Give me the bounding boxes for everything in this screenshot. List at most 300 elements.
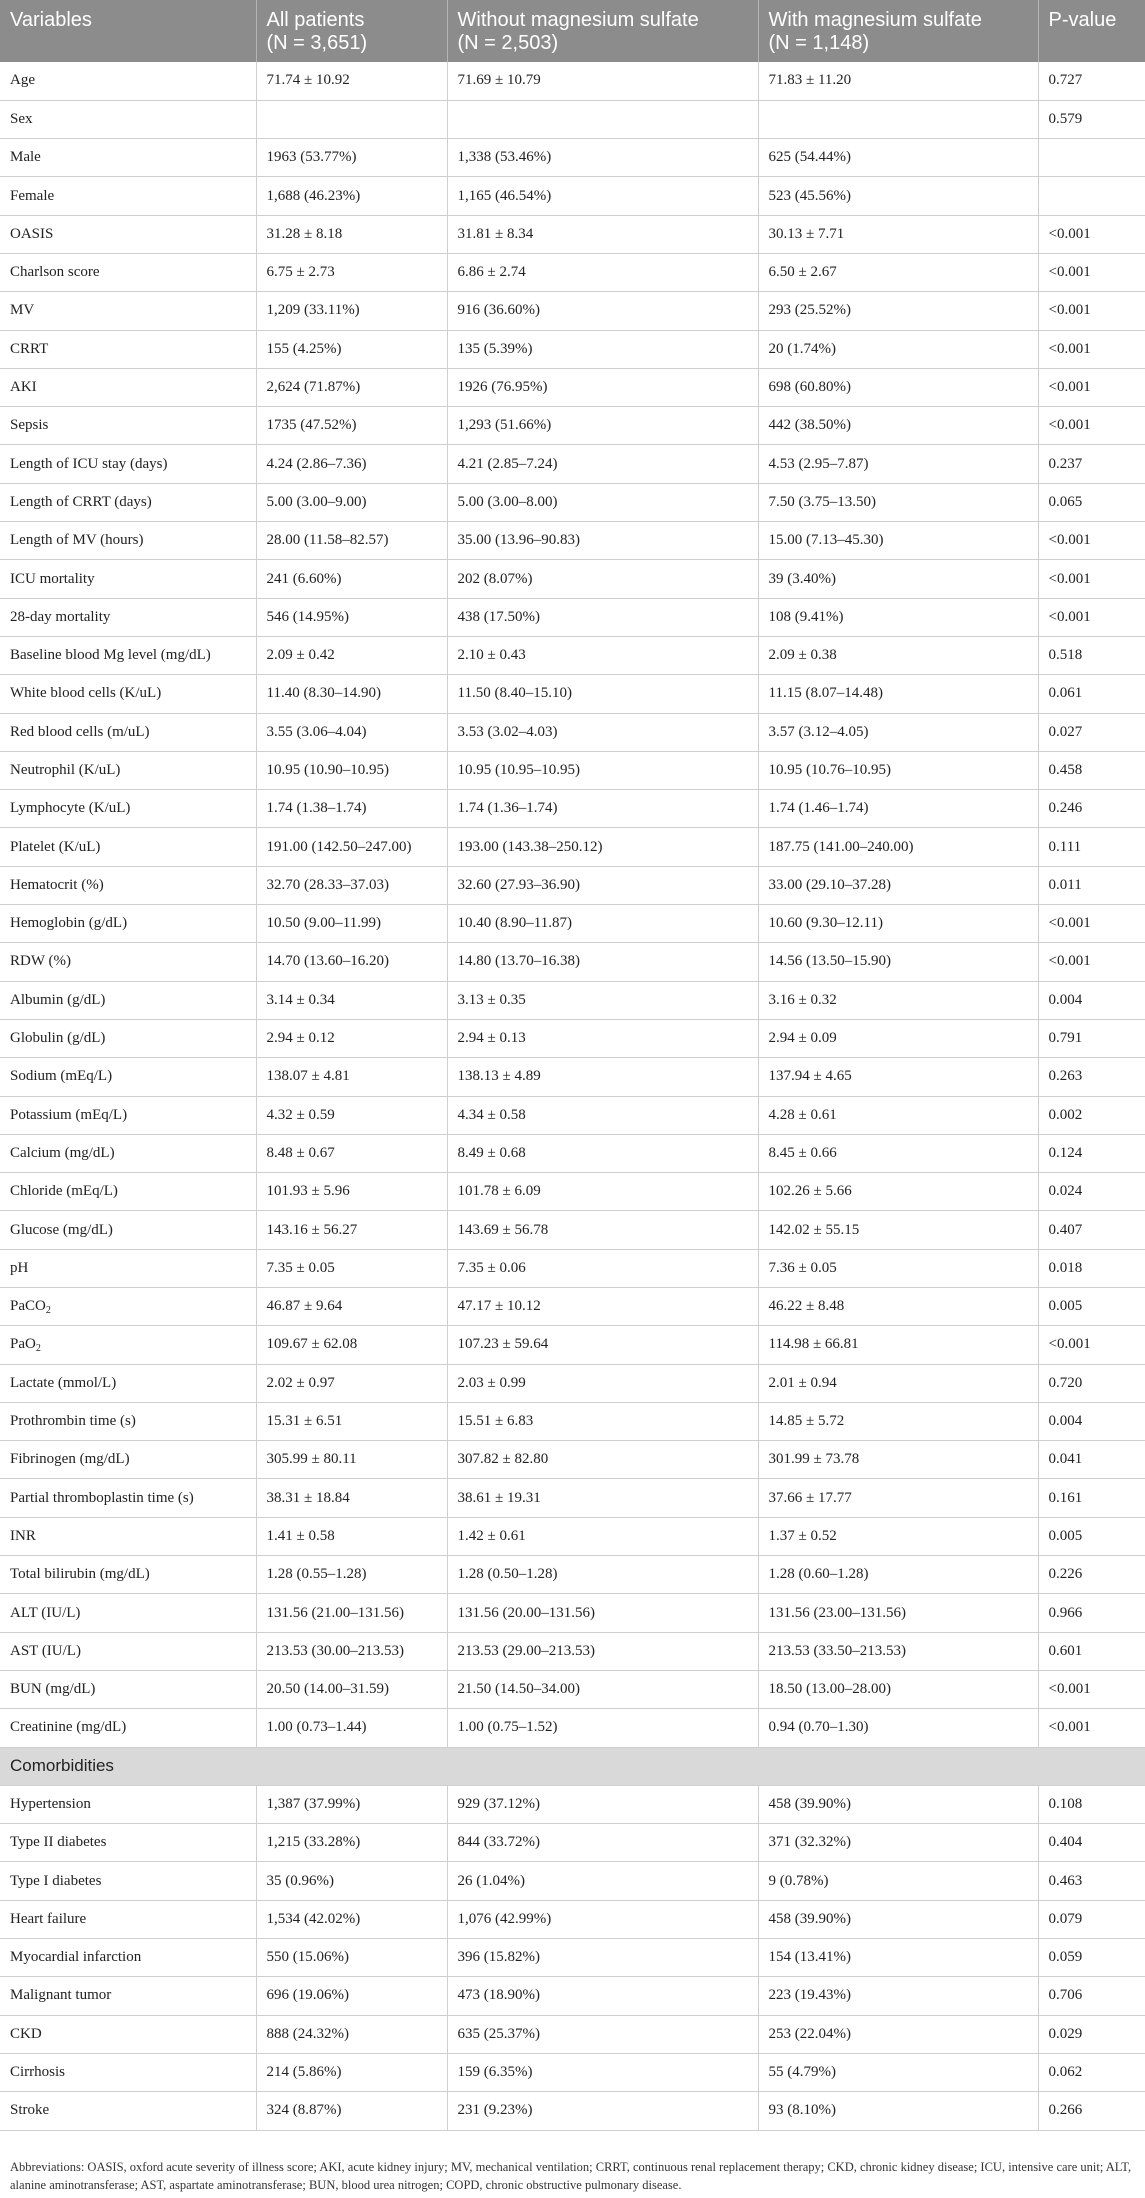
header-with-magnesium: With magnesium sulfate (N = 1,148) bbox=[758, 0, 1038, 62]
table-row bbox=[0, 177, 1145, 215]
all-patients-cell: 11.40 (8.30–14.90) bbox=[256, 675, 447, 713]
p-value-cell: 0.124 bbox=[1038, 1134, 1145, 1172]
all-patients-cell: 1,688 (46.23%) bbox=[256, 177, 447, 215]
variable-cell: Type I diabetes bbox=[0, 1862, 256, 1900]
without-magnesium-cell: 1,293 (51.66%) bbox=[447, 407, 758, 445]
with-magnesium-cell: 39 (3.40%) bbox=[758, 560, 1038, 598]
with-magnesium-cell: 301.99 ± 73.78 bbox=[758, 1441, 1038, 1479]
with-magnesium-cell: 33.00 (29.10–37.28) bbox=[758, 866, 1038, 904]
section-label: Comorbidities bbox=[0, 1747, 1145, 1785]
table-row bbox=[0, 1249, 1145, 1287]
without-magnesium-cell: 5.00 (3.00–8.00) bbox=[447, 483, 758, 521]
p-value-cell: 0.011 bbox=[1038, 866, 1145, 904]
all-patients-cell: 1735 (47.52%) bbox=[256, 407, 447, 445]
p-value-cell: <0.001 bbox=[1038, 407, 1145, 445]
without-magnesium-cell: 3.53 (3.02–4.03) bbox=[447, 713, 758, 751]
table-row bbox=[0, 1288, 1145, 1326]
with-magnesium-cell: 142.02 ± 55.15 bbox=[758, 1211, 1038, 1249]
p-value-cell: <0.001 bbox=[1038, 943, 1145, 981]
p-value-cell: <0.001 bbox=[1038, 330, 1145, 368]
with-magnesium-cell: 625 (54.44%) bbox=[758, 139, 1038, 177]
variable-text: PaO bbox=[10, 1336, 36, 1353]
with-magnesium-cell: 371 (32.32%) bbox=[758, 1824, 1038, 1862]
p-value-cell: 0.002 bbox=[1038, 1096, 1145, 1134]
without-magnesium-cell: 1,338 (53.46%) bbox=[447, 139, 758, 177]
all-patients-cell: 138.07 ± 4.81 bbox=[256, 1058, 447, 1096]
all-patients-cell: 214 (5.86%) bbox=[256, 2053, 447, 2091]
without-magnesium-cell: 307.82 ± 82.80 bbox=[447, 1441, 758, 1479]
without-magnesium-cell: 35.00 (13.96–90.83) bbox=[447, 522, 758, 560]
without-magnesium-cell: 213.53 (29.00–213.53) bbox=[447, 1632, 758, 1670]
with-magnesium-cell: 1.74 (1.46–1.74) bbox=[758, 790, 1038, 828]
p-value-cell: 0.263 bbox=[1038, 1058, 1145, 1096]
with-magnesium-cell: 1.37 ± 0.52 bbox=[758, 1517, 1038, 1555]
variable-text: PaCO bbox=[10, 1298, 46, 1315]
p-value-cell: <0.001 bbox=[1038, 560, 1145, 598]
table-row bbox=[0, 1441, 1145, 1479]
with-magnesium-cell: 154 (13.41%) bbox=[758, 1939, 1038, 1977]
without-magnesium-cell: 929 (37.12%) bbox=[447, 1785, 758, 1823]
p-value-cell: 0.720 bbox=[1038, 1364, 1145, 1402]
table-row bbox=[0, 1824, 1145, 1862]
variable-cell: Prothrombin time (s) bbox=[0, 1402, 256, 1440]
table-row bbox=[0, 1211, 1145, 1249]
p-value-cell: 0.161 bbox=[1038, 1479, 1145, 1517]
with-magnesium-cell: 213.53 (33.50–213.53) bbox=[758, 1632, 1038, 1670]
all-patients-cell: 241 (6.60%) bbox=[256, 560, 447, 598]
table-row bbox=[0, 1019, 1145, 1057]
p-value-cell: 0.246 bbox=[1038, 790, 1145, 828]
table-row bbox=[0, 2015, 1145, 2053]
table-row bbox=[0, 1402, 1145, 1440]
variable-cell: Female bbox=[0, 177, 256, 215]
variable-cell: ALT (IU/L) bbox=[0, 1594, 256, 1632]
variable-cell bbox=[0, 1326, 256, 1364]
with-magnesium-cell: 458 (39.90%) bbox=[758, 1785, 1038, 1823]
all-patients-cell: 131.56 (21.00–131.56) bbox=[256, 1594, 447, 1632]
table-row bbox=[0, 1173, 1145, 1211]
p-value-cell: 0.004 bbox=[1038, 981, 1145, 1019]
variable-cell: Albumin (g/dL) bbox=[0, 981, 256, 1019]
p-value-cell: <0.001 bbox=[1038, 1670, 1145, 1708]
variable-cell: Charlson score bbox=[0, 253, 256, 291]
all-patients-cell: 550 (15.06%) bbox=[256, 1939, 447, 1977]
variable-cell: Hematocrit (%) bbox=[0, 866, 256, 904]
without-magnesium-cell: 202 (8.07%) bbox=[447, 560, 758, 598]
table-row bbox=[0, 215, 1145, 253]
table-row bbox=[0, 1709, 1145, 1747]
header-all-patients: All patients (N = 3,651) bbox=[256, 0, 447, 62]
with-magnesium-cell: 9 (0.78%) bbox=[758, 1862, 1038, 1900]
variable-cell: Glucose (mg/dL) bbox=[0, 1211, 256, 1249]
p-value-cell: <0.001 bbox=[1038, 522, 1145, 560]
with-magnesium-cell: 1.28 (0.60–1.28) bbox=[758, 1556, 1038, 1594]
all-patients-cell: 1,209 (33.11%) bbox=[256, 292, 447, 330]
variable-cell: Calcium (mg/dL) bbox=[0, 1134, 256, 1172]
without-magnesium-cell: 231 (9.23%) bbox=[447, 2092, 758, 2130]
variable-cell: CKD bbox=[0, 2015, 256, 2053]
all-patients-cell: 101.93 ± 5.96 bbox=[256, 1173, 447, 1211]
all-patients-cell: 1963 (53.77%) bbox=[256, 139, 447, 177]
all-patients-cell: 46.87 ± 9.64 bbox=[256, 1288, 447, 1326]
variable-cell: Length of CRRT (days) bbox=[0, 483, 256, 521]
variable-cell: Heart failure bbox=[0, 1900, 256, 1938]
with-magnesium-cell: 442 (38.50%) bbox=[758, 407, 1038, 445]
without-magnesium-cell: 1.28 (0.50–1.28) bbox=[447, 1556, 758, 1594]
variable-cell: Partial thromboplastin time (s) bbox=[0, 1479, 256, 1517]
without-magnesium-cell: 101.78 ± 6.09 bbox=[447, 1173, 758, 1211]
without-magnesium-cell: 1,076 (42.99%) bbox=[447, 1900, 758, 1938]
table-row bbox=[0, 636, 1145, 674]
table-row bbox=[0, 713, 1145, 751]
table-row bbox=[0, 1862, 1145, 1900]
footnote: Abbreviations: OASIS, oxford acute severity of illness score; AKI, acute kidney injury; MV, mechanical ventilation; CRRT, continuous renal replacement therapy; CKD, chronic kidney disease; ICU, intensive care unit; ALT, alanine aminotransferase; AST, aspartate aminotransferase; BUN, blood urea nitrogen; COPD, chronic obstructive pulmonary disease. bbox=[10, 2160, 1132, 2192]
with-magnesium-cell: 698 (60.80%) bbox=[758, 368, 1038, 406]
with-magnesium-cell: 3.57 (3.12–4.05) bbox=[758, 713, 1038, 751]
without-magnesium-cell: 2.10 ± 0.43 bbox=[447, 636, 758, 674]
table-row bbox=[0, 1364, 1145, 1402]
table-row bbox=[0, 1900, 1145, 1938]
without-magnesium-cell: 8.49 ± 0.68 bbox=[447, 1134, 758, 1172]
p-value-cell: 0.079 bbox=[1038, 1900, 1145, 1938]
with-magnesium-cell: 30.13 ± 7.71 bbox=[758, 215, 1038, 253]
p-value-cell: 0.966 bbox=[1038, 1594, 1145, 1632]
variable-cell: BUN (mg/dL) bbox=[0, 1670, 256, 1708]
all-patients-cell: 1.00 (0.73–1.44) bbox=[256, 1709, 447, 1747]
p-value-cell: 0.463 bbox=[1038, 1862, 1145, 1900]
with-magnesium-cell: 46.22 ± 8.48 bbox=[758, 1288, 1038, 1326]
variable-cell: Stroke bbox=[0, 2092, 256, 2130]
with-magnesium-cell: 137.94 ± 4.65 bbox=[758, 1058, 1038, 1096]
without-magnesium-cell: 844 (33.72%) bbox=[447, 1824, 758, 1862]
without-magnesium-cell: 916 (36.60%) bbox=[447, 292, 758, 330]
with-magnesium-cell: 10.95 (10.76–10.95) bbox=[758, 751, 1038, 789]
variable-cell: Total bilirubin (mg/dL) bbox=[0, 1556, 256, 1594]
without-magnesium-cell: 3.13 ± 0.35 bbox=[447, 981, 758, 1019]
with-magnesium-cell: 11.15 (8.07–14.48) bbox=[758, 675, 1038, 713]
all-patients-cell: 1,534 (42.02%) bbox=[256, 1900, 447, 1938]
table-row bbox=[0, 1517, 1145, 1555]
p-value-cell: 0.018 bbox=[1038, 1249, 1145, 1287]
table-row bbox=[0, 483, 1145, 521]
with-magnesium-cell: 523 (45.56%) bbox=[758, 177, 1038, 215]
p-value-cell: <0.001 bbox=[1038, 292, 1145, 330]
variable-cell: Malignant tumor bbox=[0, 1977, 256, 2015]
all-patients-cell: 35 (0.96%) bbox=[256, 1862, 447, 1900]
without-magnesium-cell: 635 (25.37%) bbox=[447, 2015, 758, 2053]
p-value-cell: <0.001 bbox=[1038, 1709, 1145, 1747]
header-without-magnesium: Without magnesium sulfate (N = 2,503) bbox=[447, 0, 758, 62]
p-value-cell: 0.108 bbox=[1038, 1785, 1145, 1823]
table-row bbox=[0, 445, 1145, 483]
without-magnesium-cell bbox=[447, 100, 758, 138]
all-patients-cell: 191.00 (142.50–247.00) bbox=[256, 828, 447, 866]
table-row bbox=[0, 675, 1145, 713]
header-variables: Variables bbox=[0, 0, 256, 62]
all-patients-cell: 1,215 (33.28%) bbox=[256, 1824, 447, 1862]
all-patients-cell: 15.31 ± 6.51 bbox=[256, 1402, 447, 1440]
with-magnesium-cell: 131.56 (23.00–131.56) bbox=[758, 1594, 1038, 1632]
with-magnesium-cell: 20 (1.74%) bbox=[758, 330, 1038, 368]
variable-subscript: 2 bbox=[35, 1343, 41, 1355]
variable-cell: Length of MV (hours) bbox=[0, 522, 256, 560]
all-patients-cell: 20.50 (14.00–31.59) bbox=[256, 1670, 447, 1708]
table-row bbox=[0, 62, 1145, 100]
variable-cell: Sodium (mEq/L) bbox=[0, 1058, 256, 1096]
table-row bbox=[0, 866, 1145, 904]
with-magnesium-cell: 10.60 (9.30–12.11) bbox=[758, 905, 1038, 943]
with-magnesium-cell: 2.94 ± 0.09 bbox=[758, 1019, 1038, 1057]
table-row bbox=[0, 2092, 1145, 2130]
p-value-cell: 0.727 bbox=[1038, 62, 1145, 100]
p-value-cell: 0.601 bbox=[1038, 1632, 1145, 1670]
with-magnesium-cell: 2.01 ± 0.94 bbox=[758, 1364, 1038, 1402]
all-patients-cell: 4.24 (2.86–7.36) bbox=[256, 445, 447, 483]
table-row bbox=[0, 139, 1145, 177]
p-value-cell: 0.005 bbox=[1038, 1288, 1145, 1326]
table-row bbox=[0, 1632, 1145, 1670]
all-patients-cell: 2.09 ± 0.42 bbox=[256, 636, 447, 674]
with-magnesium-cell: 0.94 (0.70–1.30) bbox=[758, 1709, 1038, 1747]
without-magnesium-cell: 10.95 (10.95–10.95) bbox=[447, 751, 758, 789]
all-patients-cell: 1,387 (37.99%) bbox=[256, 1785, 447, 1823]
all-patients-cell: 2.94 ± 0.12 bbox=[256, 1019, 447, 1057]
without-magnesium-cell: 71.69 ± 10.79 bbox=[447, 62, 758, 100]
all-patients-cell: 10.50 (9.00–11.99) bbox=[256, 905, 447, 943]
p-value-cell: 0.237 bbox=[1038, 445, 1145, 483]
all-patients-cell: 213.53 (30.00–213.53) bbox=[256, 1632, 447, 1670]
without-magnesium-cell: 131.56 (20.00–131.56) bbox=[447, 1594, 758, 1632]
without-magnesium-cell: 21.50 (14.50–34.00) bbox=[447, 1670, 758, 1708]
table-row bbox=[0, 1594, 1145, 1632]
all-patients-cell: 143.16 ± 56.27 bbox=[256, 1211, 447, 1249]
without-magnesium-cell: 7.35 ± 0.06 bbox=[447, 1249, 758, 1287]
variable-cell: Length of ICU stay (days) bbox=[0, 445, 256, 483]
p-value-cell: 0.706 bbox=[1038, 1977, 1145, 2015]
with-magnesium-cell: 37.66 ± 17.77 bbox=[758, 1479, 1038, 1517]
without-magnesium-cell: 38.61 ± 19.31 bbox=[447, 1479, 758, 1517]
with-magnesium-cell: 293 (25.52%) bbox=[758, 292, 1038, 330]
all-patients-cell: 1.28 (0.55–1.28) bbox=[256, 1556, 447, 1594]
table-row bbox=[0, 253, 1145, 291]
p-value-cell: 0.041 bbox=[1038, 1441, 1145, 1479]
without-magnesium-cell: 26 (1.04%) bbox=[447, 1862, 758, 1900]
variable-cell: Creatinine (mg/dL) bbox=[0, 1709, 256, 1747]
all-patients-cell: 10.95 (10.90–10.95) bbox=[256, 751, 447, 789]
p-value-cell: 0.065 bbox=[1038, 483, 1145, 521]
variable-cell: MV bbox=[0, 292, 256, 330]
with-magnesium-cell: 102.26 ± 5.66 bbox=[758, 1173, 1038, 1211]
with-magnesium-cell: 8.45 ± 0.66 bbox=[758, 1134, 1038, 1172]
table-row bbox=[0, 981, 1145, 1019]
table-body bbox=[0, 62, 1145, 2130]
variable-cell: AKI bbox=[0, 368, 256, 406]
table-row bbox=[0, 1326, 1145, 1364]
with-magnesium-cell: 7.36 ± 0.05 bbox=[758, 1249, 1038, 1287]
p-value-cell: 0.518 bbox=[1038, 636, 1145, 674]
all-patients-cell: 305.99 ± 80.11 bbox=[256, 1441, 447, 1479]
without-magnesium-cell: 4.21 (2.85–7.24) bbox=[447, 445, 758, 483]
all-patients-cell: 888 (24.32%) bbox=[256, 2015, 447, 2053]
all-patients-cell: 3.14 ± 0.34 bbox=[256, 981, 447, 1019]
without-magnesium-cell: 11.50 (8.40–15.10) bbox=[447, 675, 758, 713]
all-patients-cell: 31.28 ± 8.18 bbox=[256, 215, 447, 253]
p-value-cell bbox=[1038, 139, 1145, 177]
p-value-cell: 0.062 bbox=[1038, 2053, 1145, 2091]
without-magnesium-cell: 438 (17.50%) bbox=[447, 598, 758, 636]
table-row bbox=[0, 522, 1145, 560]
p-value-cell: 0.061 bbox=[1038, 675, 1145, 713]
variable-cell: OASIS bbox=[0, 215, 256, 253]
all-patients-cell: 32.70 (28.33–37.03) bbox=[256, 866, 447, 904]
all-patients-cell: 3.55 (3.06–4.04) bbox=[256, 713, 447, 751]
without-magnesium-cell: 107.23 ± 59.64 bbox=[447, 1326, 758, 1364]
variable-cell: INR bbox=[0, 1517, 256, 1555]
p-value-cell: <0.001 bbox=[1038, 905, 1145, 943]
variable-cell: Chloride (mEq/L) bbox=[0, 1173, 256, 1211]
variable-cell: Sex bbox=[0, 100, 256, 138]
header-row bbox=[0, 0, 1145, 62]
p-value-cell: 0.059 bbox=[1038, 1939, 1145, 1977]
variable-cell: Lymphocyte (K/uL) bbox=[0, 790, 256, 828]
variable-cell: AST (IU/L) bbox=[0, 1632, 256, 1670]
with-magnesium-cell: 4.53 (2.95–7.87) bbox=[758, 445, 1038, 483]
variable-cell: White blood cells (K/uL) bbox=[0, 675, 256, 713]
p-value-cell: 0.029 bbox=[1038, 2015, 1145, 2053]
variable-cell: Globulin (g/dL) bbox=[0, 1019, 256, 1057]
without-magnesium-cell: 138.13 ± 4.89 bbox=[447, 1058, 758, 1096]
p-value-cell: 0.579 bbox=[1038, 100, 1145, 138]
with-magnesium-cell: 18.50 (13.00–28.00) bbox=[758, 1670, 1038, 1708]
variable-subscript: 2 bbox=[45, 1305, 51, 1317]
table-row bbox=[0, 1479, 1145, 1517]
with-magnesium-cell: 55 (4.79%) bbox=[758, 2053, 1038, 2091]
without-magnesium-cell: 396 (15.82%) bbox=[447, 1939, 758, 1977]
table-row bbox=[0, 292, 1145, 330]
variable-cell: Sepsis bbox=[0, 407, 256, 445]
all-patients-cell: 5.00 (3.00–9.00) bbox=[256, 483, 447, 521]
variable-cell: Neutrophil (K/uL) bbox=[0, 751, 256, 789]
table-row bbox=[0, 560, 1145, 598]
with-magnesium-cell: 223 (19.43%) bbox=[758, 1977, 1038, 2015]
all-patients-cell: 4.32 ± 0.59 bbox=[256, 1096, 447, 1134]
table-row bbox=[0, 1058, 1145, 1096]
all-patients-cell: 546 (14.95%) bbox=[256, 598, 447, 636]
header-p-value: P-value bbox=[1038, 0, 1145, 62]
without-magnesium-cell: 47.17 ± 10.12 bbox=[447, 1288, 758, 1326]
all-patients-cell: 71.74 ± 10.92 bbox=[256, 62, 447, 100]
variable-cell: Age bbox=[0, 62, 256, 100]
without-magnesium-cell: 14.80 (13.70–16.38) bbox=[447, 943, 758, 981]
variable-cell: Platelet (K/uL) bbox=[0, 828, 256, 866]
variable-cell: CRRT bbox=[0, 330, 256, 368]
all-patients-cell: 1.41 ± 0.58 bbox=[256, 1517, 447, 1555]
variable-cell: Hypertension bbox=[0, 1785, 256, 1823]
all-patients-cell: 109.67 ± 62.08 bbox=[256, 1326, 447, 1364]
table-row bbox=[0, 790, 1145, 828]
table-row bbox=[0, 1096, 1145, 1134]
table-row bbox=[0, 905, 1145, 943]
with-magnesium-cell bbox=[758, 100, 1038, 138]
variable-cell: Red blood cells (m/uL) bbox=[0, 713, 256, 751]
all-patients-cell: 155 (4.25%) bbox=[256, 330, 447, 368]
all-patients-cell: 8.48 ± 0.67 bbox=[256, 1134, 447, 1172]
p-value-cell: <0.001 bbox=[1038, 253, 1145, 291]
without-magnesium-cell: 2.03 ± 0.99 bbox=[447, 1364, 758, 1402]
with-magnesium-cell: 114.98 ± 66.81 bbox=[758, 1326, 1038, 1364]
p-value-cell: <0.001 bbox=[1038, 1326, 1145, 1364]
all-patients-cell: 7.35 ± 0.05 bbox=[256, 1249, 447, 1287]
with-magnesium-cell: 6.50 ± 2.67 bbox=[758, 253, 1038, 291]
variable-cell: RDW (%) bbox=[0, 943, 256, 981]
without-magnesium-cell: 1,165 (46.54%) bbox=[447, 177, 758, 215]
variable-cell: Myocardial infarction bbox=[0, 1939, 256, 1977]
without-magnesium-cell: 1.42 ± 0.61 bbox=[447, 1517, 758, 1555]
all-patients-cell: 696 (19.06%) bbox=[256, 1977, 447, 2015]
section-header-row bbox=[0, 1747, 1145, 1785]
table-row bbox=[0, 1977, 1145, 2015]
all-patients-cell bbox=[256, 100, 447, 138]
table-row bbox=[0, 1134, 1145, 1172]
all-patients-cell: 2,624 (71.87%) bbox=[256, 368, 447, 406]
table-row bbox=[0, 598, 1145, 636]
variable-cell: Cirrhosis bbox=[0, 2053, 256, 2091]
p-value-cell: 0.027 bbox=[1038, 713, 1145, 751]
p-value-cell: 0.404 bbox=[1038, 1824, 1145, 1862]
without-magnesium-cell: 2.94 ± 0.13 bbox=[447, 1019, 758, 1057]
with-magnesium-cell: 7.50 (3.75–13.50) bbox=[758, 483, 1038, 521]
table-row bbox=[0, 1670, 1145, 1708]
without-magnesium-cell: 135 (5.39%) bbox=[447, 330, 758, 368]
without-magnesium-cell: 159 (6.35%) bbox=[447, 2053, 758, 2091]
variable-cell: Baseline blood Mg level (mg/dL) bbox=[0, 636, 256, 674]
p-value-cell: 0.226 bbox=[1038, 1556, 1145, 1594]
without-magnesium-cell: 6.86 ± 2.74 bbox=[447, 253, 758, 291]
table-row bbox=[0, 943, 1145, 981]
all-patients-cell: 324 (8.87%) bbox=[256, 2092, 447, 2130]
without-magnesium-cell: 473 (18.90%) bbox=[447, 1977, 758, 2015]
table-row bbox=[0, 1556, 1145, 1594]
all-patients-cell: 6.75 ± 2.73 bbox=[256, 253, 447, 291]
without-magnesium-cell: 1.74 (1.36–1.74) bbox=[447, 790, 758, 828]
p-value-cell: 0.458 bbox=[1038, 751, 1145, 789]
variable-cell: Lactate (mmol/L) bbox=[0, 1364, 256, 1402]
with-magnesium-cell: 2.09 ± 0.38 bbox=[758, 636, 1038, 674]
all-patients-cell: 1.74 (1.38–1.74) bbox=[256, 790, 447, 828]
p-value-cell: 0.407 bbox=[1038, 1211, 1145, 1249]
with-magnesium-cell: 15.00 (7.13–45.30) bbox=[758, 522, 1038, 560]
without-magnesium-cell: 1926 (76.95%) bbox=[447, 368, 758, 406]
p-value-cell: <0.001 bbox=[1038, 368, 1145, 406]
p-value-cell bbox=[1038, 177, 1145, 215]
all-patients-cell: 2.02 ± 0.97 bbox=[256, 1364, 447, 1402]
p-value-cell: <0.001 bbox=[1038, 598, 1145, 636]
with-magnesium-cell: 253 (22.04%) bbox=[758, 2015, 1038, 2053]
variable-cell: Hemoglobin (g/dL) bbox=[0, 905, 256, 943]
with-magnesium-cell: 458 (39.90%) bbox=[758, 1900, 1038, 1938]
without-magnesium-cell: 143.69 ± 56.78 bbox=[447, 1211, 758, 1249]
without-magnesium-cell: 4.34 ± 0.58 bbox=[447, 1096, 758, 1134]
p-value-cell: 0.266 bbox=[1038, 2092, 1145, 2130]
table-row bbox=[0, 407, 1145, 445]
variable-cell: Fibrinogen (mg/dL) bbox=[0, 1441, 256, 1479]
with-magnesium-cell: 14.85 ± 5.72 bbox=[758, 1402, 1038, 1440]
with-magnesium-cell: 4.28 ± 0.61 bbox=[758, 1096, 1038, 1134]
p-value-cell: 0.004 bbox=[1038, 1402, 1145, 1440]
variable-cell: Male bbox=[0, 139, 256, 177]
without-magnesium-cell: 32.60 (27.93–36.90) bbox=[447, 866, 758, 904]
all-patients-cell: 28.00 (11.58–82.57) bbox=[256, 522, 447, 560]
